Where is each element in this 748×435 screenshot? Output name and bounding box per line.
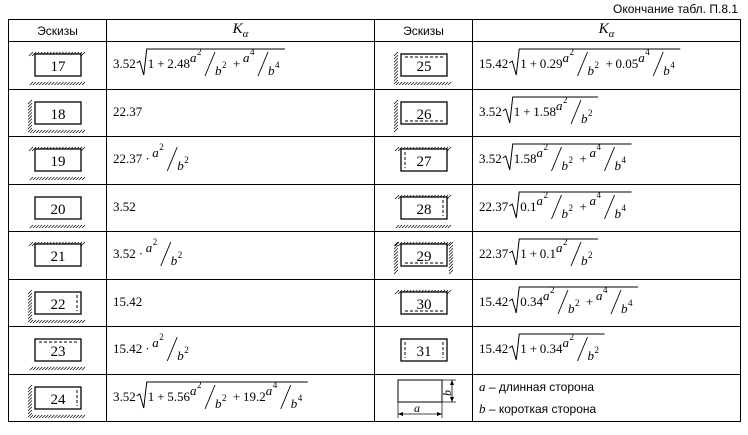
svg-text:0.29: 0.29 — [539, 56, 563, 72]
svg-text:+: + — [233, 388, 241, 404]
formula-cell — [107, 374, 375, 422]
svg-text:4: 4 — [596, 189, 601, 200]
svg-text:2: 2 — [159, 332, 164, 343]
formula-coefficient: 15.42 — [479, 341, 509, 357]
svg-text:b: b — [581, 253, 588, 269]
svg-text:a: a — [536, 145, 543, 161]
dimension-a-label: a — [413, 400, 420, 415]
formula-31 — [479, 329, 734, 371]
formula-19 — [113, 139, 368, 181]
sketch-cell — [9, 374, 107, 422]
svg-text:a: a — [152, 335, 159, 351]
table-caption: Окончание табл. П.8.1 — [613, 2, 738, 16]
formula-22 — [113, 282, 368, 324]
sketch-number: 22 — [50, 296, 65, 313]
svg-text:a: a — [589, 145, 596, 161]
formula-28 — [479, 187, 734, 229]
svg-text:b: b — [215, 63, 222, 79]
svg-text:a: a — [243, 50, 250, 66]
svg-text:b: b — [587, 348, 594, 364]
sketch-cell — [375, 42, 473, 90]
svg-text:2: 2 — [588, 107, 593, 118]
table-row — [9, 327, 741, 375]
svg-text:2: 2 — [159, 142, 164, 153]
formula-cell — [107, 42, 375, 90]
formula-coefficient: 22.37 — [479, 198, 509, 214]
svg-text:a: a — [562, 335, 569, 351]
svg-text:2: 2 — [152, 237, 158, 248]
sketch-23 — [18, 330, 98, 370]
svg-text:1.58: 1.58 — [513, 151, 537, 167]
svg-text:2: 2 — [569, 332, 574, 343]
sketch-cell — [9, 137, 107, 185]
sketch-number: 20 — [50, 201, 65, 218]
svg-text:b: b — [561, 158, 568, 174]
svg-text:4: 4 — [628, 297, 633, 308]
svg-text:+: + — [529, 341, 538, 357]
svg-text:+: + — [233, 56, 241, 72]
formula-cell — [473, 232, 741, 280]
svg-text:2: 2 — [568, 155, 573, 166]
svg-text:+: + — [157, 388, 165, 404]
svg-text:·: · — [145, 151, 150, 167]
formula-cell — [107, 279, 375, 327]
formula-cell — [107, 232, 375, 280]
sketch-21 — [18, 235, 98, 275]
svg-text:+: + — [586, 293, 594, 309]
formula-cell — [107, 327, 375, 375]
svg-text:2: 2 — [575, 297, 580, 308]
formula-cell — [473, 184, 741, 232]
sketch-number: 30 — [416, 296, 431, 313]
sketch-cell — [375, 89, 473, 137]
formula-coefficient: 22.37 — [113, 103, 143, 119]
svg-text:b: b — [614, 205, 621, 221]
formula-coefficient: 15.42 — [113, 341, 143, 357]
sketch-cell — [375, 232, 473, 280]
sketch-number: 23 — [50, 344, 65, 361]
svg-text:a: a — [152, 145, 159, 161]
table-row — [9, 232, 741, 280]
svg-text:2: 2 — [594, 345, 599, 356]
svg-text:b: b — [170, 253, 178, 269]
legend-symbol-a: a — [479, 378, 486, 394]
svg-text:b: b — [268, 63, 275, 79]
formula-20 — [113, 187, 368, 229]
svg-text:0.34: 0.34 — [520, 293, 543, 309]
formula-24 — [113, 377, 368, 419]
coefficient-table — [8, 19, 741, 422]
svg-text:b: b — [614, 158, 621, 174]
svg-text:+: + — [529, 56, 538, 72]
sketch-17 — [18, 45, 98, 85]
legend-cell — [473, 374, 741, 422]
sketch-24 — [18, 378, 98, 418]
svg-text:1.58: 1.58 — [533, 103, 556, 119]
legend-text-b: – короткая сторона — [485, 401, 597, 416]
svg-text:2: 2 — [197, 47, 202, 58]
table-row — [9, 89, 741, 137]
sketch-22 — [18, 283, 98, 323]
sketch-cell — [375, 327, 473, 375]
svg-text:2: 2 — [594, 60, 599, 71]
formula-coefficient: 3.52 — [113, 388, 136, 404]
svg-text:1: 1 — [147, 388, 155, 404]
svg-text:+: + — [529, 246, 538, 262]
sketch-cell — [9, 89, 107, 137]
formula-coefficient: 22.37 — [113, 151, 143, 167]
formula-18 — [113, 92, 368, 134]
svg-text:0.34: 0.34 — [539, 341, 563, 357]
formula-coefficient: 15.42 — [479, 56, 509, 72]
svg-text:a: a — [589, 192, 596, 208]
sketch-number: 29 — [416, 249, 431, 266]
sketch-cell — [375, 137, 473, 185]
formula-cell — [107, 184, 375, 232]
svg-text:1: 1 — [520, 56, 527, 72]
formula-cell — [107, 89, 375, 137]
formula-21 — [113, 234, 368, 276]
k-header-right: $K_\alpha$ — [473, 20, 741, 42]
svg-text:a: a — [596, 287, 603, 303]
svg-text:4: 4 — [272, 379, 278, 390]
svg-text:2: 2 — [543, 189, 548, 200]
svg-text:b: b — [663, 63, 670, 79]
svg-text:a: a — [556, 240, 563, 256]
formula-coefficient: 15.42 — [113, 293, 143, 309]
svg-text:a: a — [556, 97, 563, 113]
formula-26 — [479, 92, 734, 134]
table-row — [9, 374, 741, 422]
formula-17 — [113, 44, 368, 86]
svg-text:+: + — [579, 151, 587, 167]
svg-text:1: 1 — [147, 56, 155, 72]
sketch-number: 18 — [50, 106, 65, 123]
svg-text:b: b — [561, 205, 568, 221]
svg-text:a: a — [562, 50, 569, 66]
sketch-number: 28 — [416, 201, 431, 218]
legend-line-a — [479, 376, 740, 398]
svg-text:+: + — [523, 103, 531, 119]
sketch-header-left: Эскизы — [9, 20, 107, 42]
svg-text:2: 2 — [569, 47, 574, 58]
svg-text:b: b — [621, 300, 628, 316]
sketch-28 — [384, 188, 464, 228]
svg-text:a: a — [190, 382, 197, 398]
formula-cell — [473, 42, 741, 90]
svg-text:2: 2 — [588, 250, 593, 261]
svg-text:+: + — [579, 198, 587, 214]
formula-coefficient: 3.52 — [113, 198, 136, 214]
svg-text:b: b — [587, 63, 594, 79]
sketch-number: 25 — [416, 59, 431, 76]
svg-text:2: 2 — [184, 155, 189, 166]
sketch-number: 27 — [416, 154, 431, 171]
svg-text:2: 2 — [222, 60, 227, 71]
svg-text:4: 4 — [621, 155, 626, 166]
svg-text:2: 2 — [568, 202, 573, 213]
svg-text:0.1: 0.1 — [520, 198, 537, 214]
sketch-number: 26 — [416, 106, 431, 123]
formula-30 — [479, 282, 734, 324]
legend-sketch-cell — [375, 374, 473, 422]
sketch-number: 21 — [50, 249, 65, 266]
sketch-31 — [384, 330, 464, 370]
svg-text:b: b — [215, 395, 222, 411]
svg-text:b: b — [177, 348, 184, 364]
svg-text:2: 2 — [222, 392, 227, 403]
sketch-29 — [384, 235, 464, 275]
svg-text:a: a — [638, 50, 645, 66]
svg-text:2: 2 — [197, 379, 202, 390]
sketch-18 — [18, 93, 98, 133]
legend-line-b — [479, 398, 740, 420]
formula-cell — [107, 137, 375, 185]
svg-text:1: 1 — [520, 341, 527, 357]
formula-coefficient: 15.42 — [479, 293, 509, 309]
svg-text:1: 1 — [520, 246, 527, 262]
svg-text:4: 4 — [621, 202, 626, 213]
svg-text:a: a — [536, 192, 543, 208]
svg-text:2: 2 — [550, 284, 555, 295]
sketch-cell — [9, 232, 107, 280]
formula-23 — [113, 329, 368, 371]
formula-coefficient: 3.52 — [479, 103, 502, 119]
svg-text:+: + — [605, 56, 613, 72]
sketch-cell — [9, 327, 107, 375]
sketch-number: 19 — [50, 154, 65, 171]
svg-text:·: · — [145, 341, 150, 357]
formula-coefficient: 3.52 — [113, 56, 136, 72]
svg-text:0.05: 0.05 — [615, 56, 639, 72]
svg-text:2: 2 — [184, 345, 189, 356]
sketch-27 — [384, 140, 464, 180]
svg-text:+: + — [157, 56, 165, 72]
dimension-sketch — [384, 376, 464, 420]
legend-symbol-b: b — [479, 400, 486, 416]
sketch-number: 17 — [50, 59, 65, 76]
sketch-19 — [18, 140, 98, 180]
dimension-b-label: b — [439, 389, 454, 396]
svg-text:4: 4 — [645, 47, 650, 58]
svg-text:4: 4 — [275, 60, 280, 71]
svg-text:1: 1 — [513, 103, 521, 119]
svg-text:a: a — [190, 50, 197, 66]
svg-text:b: b — [581, 110, 588, 126]
sketch-number: 24 — [50, 391, 65, 408]
sketch-cell — [9, 279, 107, 327]
svg-text:a: a — [265, 382, 273, 398]
table-row — [9, 184, 741, 232]
sketch-25 — [384, 45, 464, 85]
svg-text:4: 4 — [250, 47, 255, 58]
formula-27 — [479, 139, 734, 181]
formula-coefficient: 22.37 — [479, 246, 509, 262]
svg-text:19.2: 19.2 — [243, 388, 266, 404]
formula-cell — [473, 137, 741, 185]
formula-cell — [473, 327, 741, 375]
svg-text:4: 4 — [297, 392, 303, 403]
svg-text:·: · — [138, 246, 144, 262]
svg-text:b: b — [290, 395, 298, 411]
formula-coefficient: 3.52 — [113, 246, 136, 262]
svg-text:4: 4 — [603, 284, 608, 295]
formula-cell — [473, 89, 741, 137]
formula-coefficient: 3.52 — [479, 151, 502, 167]
k-header-left: $K_\alpha$ — [107, 20, 375, 42]
sketch-cell — [375, 184, 473, 232]
svg-text:a: a — [145, 240, 153, 256]
legend-text-a: – длинная сторона — [485, 379, 594, 394]
svg-text:b: b — [568, 300, 575, 316]
svg-text:2.48: 2.48 — [167, 56, 190, 72]
svg-text:a: a — [543, 287, 550, 303]
sketch-cell — [9, 184, 107, 232]
formula-29 — [479, 234, 734, 276]
sketch-cell — [375, 279, 473, 327]
svg-text:2: 2 — [177, 250, 183, 261]
sketch-number: 31 — [416, 344, 431, 361]
svg-text:2: 2 — [543, 142, 548, 153]
sketch-cell — [9, 42, 107, 90]
sketch-header-right: Эскизы — [375, 20, 473, 42]
sketch-30 — [384, 283, 464, 323]
sketch-26 — [384, 93, 464, 133]
svg-text:5.56: 5.56 — [167, 388, 190, 404]
table-row — [9, 42, 741, 90]
svg-text:0.1: 0.1 — [539, 246, 556, 262]
svg-text:b: b — [177, 158, 184, 174]
sketch-20 — [18, 188, 98, 228]
svg-text:4: 4 — [670, 60, 675, 71]
table-row — [9, 279, 741, 327]
svg-text:2: 2 — [563, 237, 568, 248]
svg-text:2: 2 — [563, 94, 568, 105]
formula-cell — [473, 279, 741, 327]
formula-25 — [479, 44, 734, 86]
table-row — [9, 137, 741, 185]
svg-text:4: 4 — [596, 142, 601, 153]
